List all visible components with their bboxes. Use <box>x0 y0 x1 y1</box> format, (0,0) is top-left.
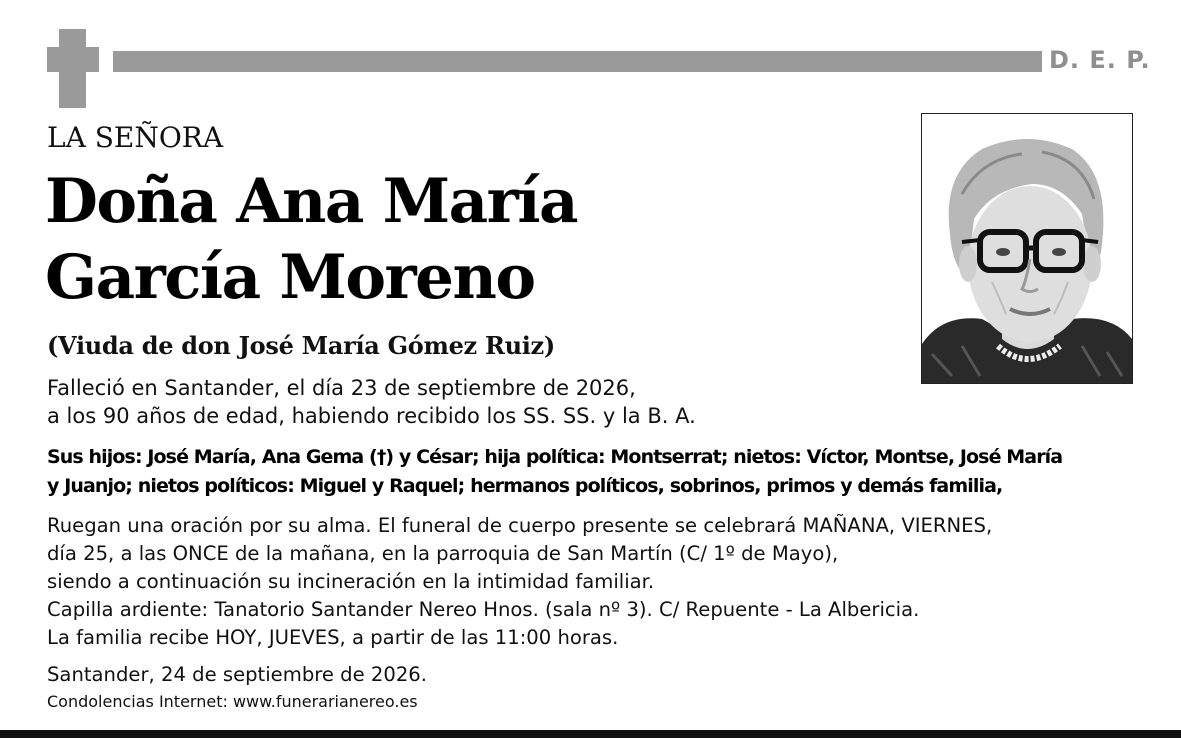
portrait-illustration <box>922 114 1132 383</box>
closing-place-date: Santander, 24 de septiembre de 2026. <box>47 663 427 686</box>
ceremony-details <box>47 512 992 652</box>
ceremony-line: siendo a continuación su incineración en la intimidad familiar. <box>47 570 655 593</box>
dep-label: D. E. P. <box>1049 46 1151 74</box>
ceremony-line: día 25, a las ONCE de la mañana, en la parroquia de San Martín (C/ 1º de Mayo), <box>47 542 839 565</box>
honorific: LA SEÑORA <box>47 121 224 154</box>
deceased-name-line2: García Moreno <box>45 242 535 313</box>
cross-horizontal-bar <box>47 47 99 72</box>
widow-of: (Viuda de don José María Gómez Ruiz) <box>47 331 555 360</box>
ceremony-line: La familia recibe HOY, JUEVES, a partir de las 11:00 horas. <box>47 626 619 649</box>
death-notice-line1: Falleció en Santander, el día 23 de septiembre de 2026, <box>47 376 636 400</box>
header-rule <box>113 51 1042 72</box>
bottom-border <box>0 730 1181 738</box>
ceremony-line: Capilla ardiente: Tanatorio Santander Nereo Hnos. (sala nº 3). C/ Repuente - La Albericia. <box>47 598 920 621</box>
family-line1: Sus hijos: José María, Ana Gema (†) y César; hija política: Montserrat; nietos: Víctor, Montse, José María <box>47 446 1063 468</box>
deceased-name-line1: Doña Ana María <box>45 166 578 237</box>
family-list <box>47 443 1062 501</box>
family-line2: y Juanjo; nietos políticos: Miguel y Raquel; hermanos políticos, sobrinos, primos y demás familia, <box>47 475 1003 497</box>
death-notice <box>47 374 696 430</box>
death-notice-line2: a los 90 años de edad, habiendo recibido los SS. SS. y la B. A. <box>47 404 696 428</box>
deceased-name <box>45 164 577 316</box>
ceremony-line: Ruegan una oración por su alma. El funeral de cuerpo presente se celebrará MAÑANA, VIERNES, <box>47 514 993 537</box>
portrait-photo <box>921 113 1133 384</box>
condolences-link: Condolencias Internet: www.funerarianereo.es <box>47 692 418 711</box>
